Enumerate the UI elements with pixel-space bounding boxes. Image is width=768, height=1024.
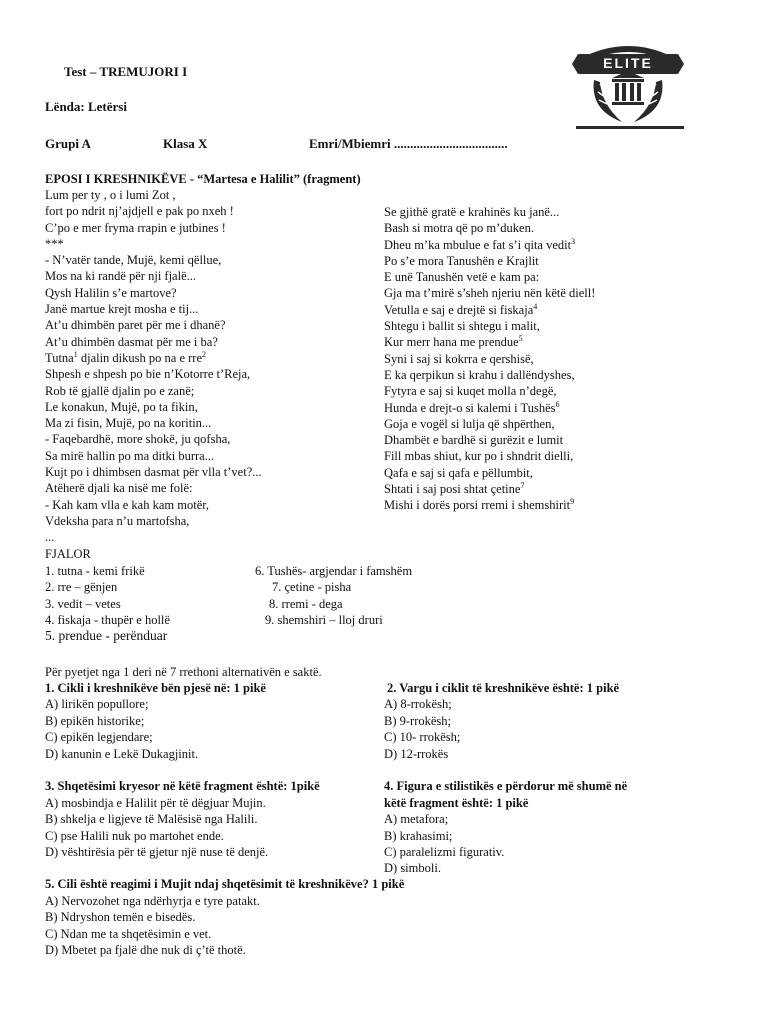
poem-line: Mos na ki randë për nji fjalë... xyxy=(45,269,196,284)
poem-line: C’po e mer fryma rrapin e jutbines ! xyxy=(45,220,226,235)
poem-line: At’u dhimbën dasmat për me i ba? xyxy=(45,334,218,349)
question-3-title: 3. Shqetësimi kryesor në këtë fragment është: 1pikë xyxy=(45,779,320,793)
poem-line: Fill mbas shiut, kur po i shndrit dielli, xyxy=(384,449,574,464)
question-1-option[interactable]: B) epikën historike; xyxy=(45,714,145,728)
question-4-title: 4. Figura e stilistikës e përdorur më shumë në xyxy=(384,779,628,793)
poem-line: Goja e vogël si lulja që shpërthen, xyxy=(384,416,555,431)
question-2-option[interactable]: B) 9-rrokësh; xyxy=(384,714,451,728)
footnote-marker: 4 xyxy=(533,301,538,311)
poem-line: Vetulla e saj e drejtë si fiskaja$^4$ xyxy=(384,301,538,317)
footnote-marker: 1 xyxy=(73,349,78,359)
question-4-title-cont: këtë fragment është: 1 pikë xyxy=(384,796,529,810)
poem-line: Atëherë djali ka nisë me folë: xyxy=(45,481,193,496)
question-1-option[interactable]: D) kanunin e Lekë Dukagjinit. xyxy=(45,747,199,761)
question-2-option[interactable]: D) 12-rrokës xyxy=(384,747,449,761)
poem-line: E ka qerpikun si krahu i dallëndyshes, xyxy=(384,367,575,382)
question-4-option[interactable]: D) simboli. xyxy=(384,861,441,875)
footnote-marker: 9 xyxy=(570,497,575,507)
poem-line: Shpesh e shpesh po bie n’Kotorre t’Reja, xyxy=(45,367,251,382)
passage-title: EPOSI I KRESHNIKËVE - “Martesa e Halilit” (fragment) xyxy=(45,172,361,186)
poem-line: Le konakun, Mujë, po ta fikin, xyxy=(45,399,198,414)
question-5-option[interactable]: D) Mbetet pa fjalë dhe nuk di ç’të thotë. xyxy=(45,943,246,957)
poem-line: Po s’e mora Tanushën e Krajlit xyxy=(384,253,539,268)
question-1-title: 1. Cikli i kreshnikëve bën pjesë në: 1 pikë xyxy=(45,681,266,695)
glossary-item: 1. tutna - kemi frikë xyxy=(45,564,145,578)
glossary-item: 2. rre – gënjen xyxy=(45,580,118,594)
glossary-item: 7. çetine - pisha xyxy=(272,580,352,594)
poem-line: Kujt po i dhimbsen dasmat për vlla t’vet?... xyxy=(45,465,262,480)
question-1-option[interactable]: A) lirikën popullore; xyxy=(45,697,149,711)
glossary-item: 5. prendue - perënduar xyxy=(45,628,168,643)
glossary-item: 9. shemshiri – lloj druri xyxy=(265,613,383,627)
poem-line: Dheu m’ka mbulue e fat s’i qita vedit$^3$ xyxy=(384,236,576,252)
poem-line: - Faqebardhë, more shokë, ju qofsha, xyxy=(45,432,231,447)
poem-line: Bash si motra që po m’duken. xyxy=(384,221,534,236)
poem-line: Rob të gjallë djalin po e zanë; xyxy=(45,383,195,398)
glossary-item: 8. rremi - dega xyxy=(269,597,343,611)
poem-line: Janë martue krejt mosha e tij... xyxy=(45,302,199,317)
poem-line: *** xyxy=(45,236,64,251)
name-field: Emri/Mbiemri ................................... xyxy=(309,136,508,151)
poem-line: Se gjithë gratë e krahinës ku janë... xyxy=(384,205,560,219)
footnote-marker: 2 xyxy=(202,349,206,359)
question-3-option[interactable]: A) mosbindja e Halilit për të dëgjuar Mujin. xyxy=(45,796,266,810)
poem-left-column xyxy=(45,187,262,546)
poem-line: Qafa e saj si qafa e pëllumbit, xyxy=(384,465,533,480)
poem-line: Qysh Halilin s’e martove? xyxy=(45,285,177,300)
footnote-marker: 3 xyxy=(571,236,576,246)
poem-line: Syni i saj si kokrra e qershisë, xyxy=(384,351,534,366)
question-2-option[interactable]: C) 10- rrokësh; xyxy=(384,730,461,744)
glossary-item: 3. vedit – vetes xyxy=(45,597,121,611)
question-5-option[interactable]: C) Ndan me ta shqetësimin e vet. xyxy=(45,927,212,941)
question-4-option[interactable]: C) paralelizmi figurativ. xyxy=(384,845,505,859)
question-2-title: 2. Vargu i ciklit të kreshnikëve është: 1 pikë xyxy=(387,681,620,695)
question-3-option[interactable]: B) shkelja e ligjeve të Malësisë nga Halili. xyxy=(45,812,258,826)
poem-right-column xyxy=(384,204,595,514)
glossary-item: 4. fiskaja - thupër e hollë xyxy=(45,613,170,627)
poem-line: - N’vatër tande, Mujë, kemi qëllue, xyxy=(45,253,222,268)
group-label: Grupi A xyxy=(45,136,91,151)
poem-line: Shtegu i ballit si shtegu i malit, xyxy=(384,319,540,334)
question-3-option[interactable]: D) vështirësia për të gjetur një nuse të denjë. xyxy=(45,845,269,859)
poem-line: Vdeksha para n’u martofsha, xyxy=(45,513,190,528)
question-4-option[interactable]: A) metafora; xyxy=(384,812,449,826)
poem-line: Dhambët e bardhë si gurëzit e lumit xyxy=(384,433,564,448)
question-5-option[interactable]: A) Nervozohet nga ndërhyrja e tyre patakt. xyxy=(45,894,260,908)
poem-line: Mishi i dorës porsi rremi i shemshirit$^9$ xyxy=(384,497,575,513)
poem-line: Gja ma t’mirë s’sheh njeriu nën këtë diell! xyxy=(384,286,596,301)
poem-line: Lum per ty , o i lumi Zot , xyxy=(45,188,176,202)
footnote-marker: 5 xyxy=(518,334,523,344)
question-5-option[interactable]: B) Ndryshon temën e bisedës. xyxy=(45,910,196,924)
instructions: Për pyetjet nga 1 deri në 7 rrethoni alternativën e saktë. xyxy=(45,665,322,679)
question-3-option[interactable]: C) pse Halili nuk po martohet ende. xyxy=(45,829,224,843)
poem-line: Kur merr hana me prendue$^5$ xyxy=(384,334,523,350)
question-2-option[interactable]: A) 8-rrokësh; xyxy=(384,697,452,711)
poem-line: Tutna$^1$ djalin dikush po na e rre$^2$ xyxy=(45,349,206,365)
poem-line: fort po ndrit nj’ajdjell e pak po nxeh ! xyxy=(45,204,234,219)
glossary-item: 6. Tushës- argjendar i famshëm xyxy=(255,564,413,578)
question-1-option[interactable]: C) epikën legjendare; xyxy=(45,730,153,744)
poem-line: Shtati i saj posi shtat çetine$^7$ xyxy=(384,480,525,497)
class-label: Klasa X xyxy=(163,136,208,151)
poem-line: E unë Tanushën vetë e kam pa: xyxy=(384,270,540,285)
poem-line: Hunda e drejt-o si kalemi i Tushës$^6$ xyxy=(384,399,560,415)
poem-line: - Kah kam vlla e kah kam motër, xyxy=(45,497,210,512)
footnote-marker: 6 xyxy=(555,399,560,409)
logo-text: ELITE xyxy=(603,55,653,71)
question-5-title: 5. Cili është reagimi i Mujit ndaj shqetësimit të kreshnikëve? 1 pikë xyxy=(45,877,405,891)
glossary-title: FJALOR xyxy=(45,547,91,561)
poem-line: At’u dhimbën paret për me i dhanë? xyxy=(45,318,226,333)
poem-line: ... xyxy=(45,530,55,545)
question-4-option[interactable]: B) krahasimi; xyxy=(384,829,453,843)
poem-line: Fytyra e saj si kuqet molla n’degë, xyxy=(384,384,557,399)
subject-label: Lënda: Letërsi xyxy=(45,99,127,114)
footnote-marker: 7 xyxy=(520,480,525,490)
poem-line: Sa mirë hallin po ma ditki burra... xyxy=(45,448,215,463)
test-title: Test – TREMUJORI I xyxy=(64,64,188,79)
poem-line: Ma zi fisin, Mujë, po na koritin... xyxy=(45,416,212,431)
